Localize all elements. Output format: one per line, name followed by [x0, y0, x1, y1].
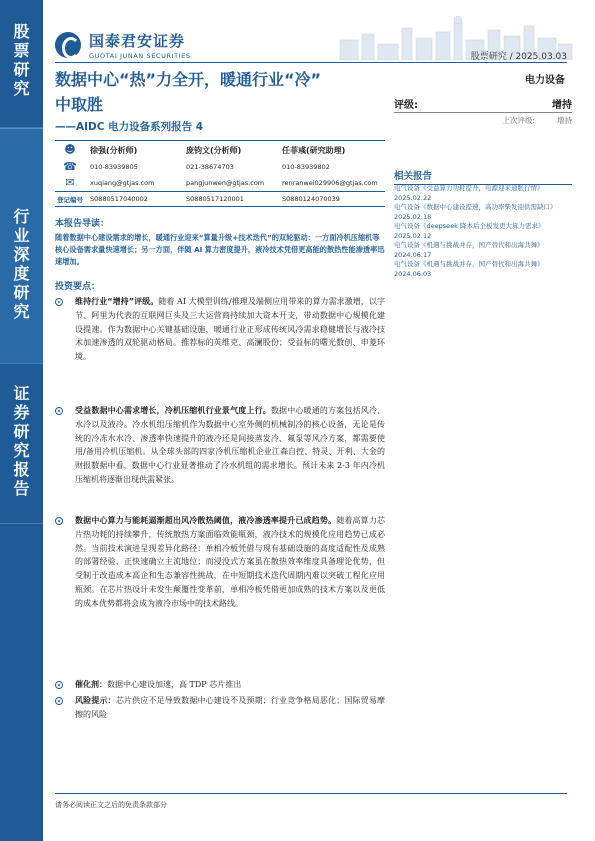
sidebar-label-1: 股 票 研 究	[13, 22, 30, 98]
point-2-head: 受益数据中心需求增长，冷机压缩机行业景气度上行。	[75, 406, 271, 415]
analyst-rule-top	[55, 140, 385, 141]
report-type-date: 股票研究 / 2025.03.03	[470, 52, 567, 62]
related-reports-heading: 相关报告	[394, 168, 572, 185]
related-report-item[interactable]: 电气设备《数据中心建设提速，高功率柴发迎供需缺口》2025.02.18	[394, 203, 557, 221]
point-3-head: 数据中心算力与能耗逼渐超出风冷散热阈值，液冷渗透率提升已成趋势。	[75, 516, 337, 525]
report-title	[55, 67, 385, 117]
point-5-head: 风险提示：	[75, 696, 116, 705]
logo-icon	[55, 32, 81, 58]
sidebar-tab-industry-research	[0, 128, 43, 364]
rating-value: 增持	[552, 100, 572, 111]
company-logo	[55, 30, 191, 60]
analyst-cert-2: S0880517120001	[186, 195, 244, 203]
analyst-rule-mid	[55, 191, 385, 192]
analyst-name-3: 任菲彧(研究助理)	[282, 146, 346, 155]
analyst-email-1[interactable]: xuqiang@gtjas.com	[90, 179, 155, 187]
bullet-icon	[55, 407, 63, 415]
investment-point-3	[55, 514, 385, 611]
cert-label: 登记编号	[57, 196, 83, 204]
email-icon: ✉	[65, 176, 75, 189]
sidebar-tab-securities-report	[0, 364, 43, 524]
previous-rating-row	[394, 112, 572, 126]
investment-point-1	[55, 295, 385, 364]
related-reports-list	[394, 184, 572, 279]
investment-point-2	[55, 404, 385, 487]
previous-rating-value: 增持	[557, 116, 572, 125]
logo-english-name: GUOTAI JUNAN SECURITIES	[89, 52, 191, 60]
analyst-cert-1: S0880517040002	[90, 195, 148, 203]
point-1-body: 随着 AI 大模型训练/推理及端侧应用带来的算力需求激增，以字节、阿里为代表的互联网巨头及三大运营商持续加大资本开支，带动数据中心规模化建设提速。作为数据中心关键基础设施，暖通行业正形成传统风冷需求稳健增长与液冷技术加速渗透的双轮驱动格局。推荐标的英维克、高澜股份；受益标的曙光数创、申菱环境。	[75, 297, 385, 362]
logo-chinese-name: 国泰君安证券	[89, 32, 186, 50]
previous-rating-label: 上次评级:	[502, 116, 535, 125]
point-5-body: 芯片供应不足导致数据中心建设不及预期；行业竞争格局恶化；国际贸易摩擦的风险	[75, 696, 385, 719]
investment-heading: 投资要点：	[55, 282, 101, 292]
person-icon: ☻	[64, 143, 76, 156]
phone-icon: ☎	[63, 160, 77, 173]
analyst-phone-1: 010-83939805	[90, 163, 138, 171]
left-sidebar	[0, 0, 43, 841]
related-report-item[interactable]: 电气设备《机遇与挑战并存，国产替代和出海共舞》2024.06.03	[394, 260, 544, 278]
related-report-item[interactable]: 电气设备《机遇与挑战并存，国产替代和出海共舞》2024.06.17	[394, 241, 544, 259]
rating-label: 评级:	[394, 100, 418, 111]
guide-paragraph: 随着数据中心建设需求的增长，暖通行业迎来“算量升级+技术迭代”的双轮驱动：一方面冷机压缩机等核心设备需求量快速增长；另一方面，伴随 AI 算力密度提升，液冷技术凭借更高能的散热性能渗透率迅速增加。	[55, 233, 385, 266]
bullet-icon	[55, 517, 63, 525]
analyst-phone-2: 021-38674703	[186, 163, 234, 171]
analyst-email-2[interactable]: pangjunwen@gtjas.com	[186, 179, 265, 187]
industry-name: 电力设备	[525, 75, 565, 86]
title-line-1: 数据中心“热”力全开，暖通行业“冷”	[55, 70, 322, 89]
investment-point-4	[55, 678, 385, 692]
header-divider	[55, 62, 567, 63]
guide-heading: 本报告导读：	[55, 219, 110, 229]
bullet-icon	[55, 697, 63, 705]
related-report-item[interactable]: 电气设备《deepseek 降本后全板发更大算力需求》2025.02.12	[394, 222, 545, 240]
analyst-rule-bottom	[55, 206, 385, 207]
related-report-item[interactable]: 电气设备《受益算力功耗提升，电源迎来通胀行情》2025.02.22	[394, 184, 544, 202]
sidebar-label-3: 证 券 研 究 报 告	[13, 384, 30, 498]
rating-row	[394, 96, 572, 111]
analyst-name-1: 徐强(分析师)	[90, 146, 138, 155]
bullet-icon	[55, 681, 63, 689]
footer-divider	[55, 793, 567, 794]
investment-point-5	[55, 694, 385, 722]
point-4-body: 数据中心建设加速，高 TDP 芯片推出	[107, 680, 242, 689]
analyst-cert-3: S0880124070039	[282, 195, 340, 203]
report-subtitle: ——AIDC 电力设备系列报告 4	[55, 121, 204, 133]
point-2-body: 数据中心暖通的方案包括风冷、水冷以及液冷。冷水机组压缩机作为数据中心室外侧的机械制冷的核心设备，无论是传统的冷冻水水冷、渗透率快速提升的液冷还是间接蒸发冷、氟泵等风冷方案，都需要使用/备用冷机压缩机。从全球头部的四家冷机压缩机企业江森自控、特灵、开利、大金的财报数据中看，数据中心行业显著推动了冷水机组的需求增长。预计未来 2-3 年内冷机压缩机将逐渐出现供需紧张。	[75, 406, 385, 484]
title-line-2: 中取胜	[55, 95, 104, 114]
sidebar-tab-stock-research	[0, 0, 43, 128]
point-3-body: 随着高算力芯片热功耗的持续攀升，传统散热方案面临效能瓶颈，液冷技术的规模化应用趋势已成必然。当前技术演进呈现差异化路径：单相冷板凭借与现有基础设施的高度适配性及成熟的部署经验，正快速确立主流地位；而浸没式方案虽在散热效率维度具备理论优势，但受制于改造成本高企和生态兼容性挑战，在中短期技术迭代周期内难以突破工程化应用瓶颈。在芯片热设计未发生颠覆性变革前，单相冷板凭借更加成熟的技术方案以及更低的成本优势都将会成为液冷市场中的技术路线。	[75, 516, 385, 608]
analyst-name-2: 庞钧文(分析师)	[186, 146, 242, 155]
analyst-phone-3: 010-83939802	[282, 163, 330, 171]
bullet-icon	[55, 298, 63, 306]
analyst-email-3[interactable]: renranwei029906@gtjas.com	[282, 179, 378, 187]
point-4-head: 催化剂：	[75, 680, 107, 689]
disclaimer-note: 请务必阅读正文之后的免责条款部分	[55, 801, 167, 809]
sidebar-label-2: 行 业 深 度 研 究	[13, 207, 30, 321]
point-1-head: 维持行业“增持”评级。	[75, 297, 159, 306]
